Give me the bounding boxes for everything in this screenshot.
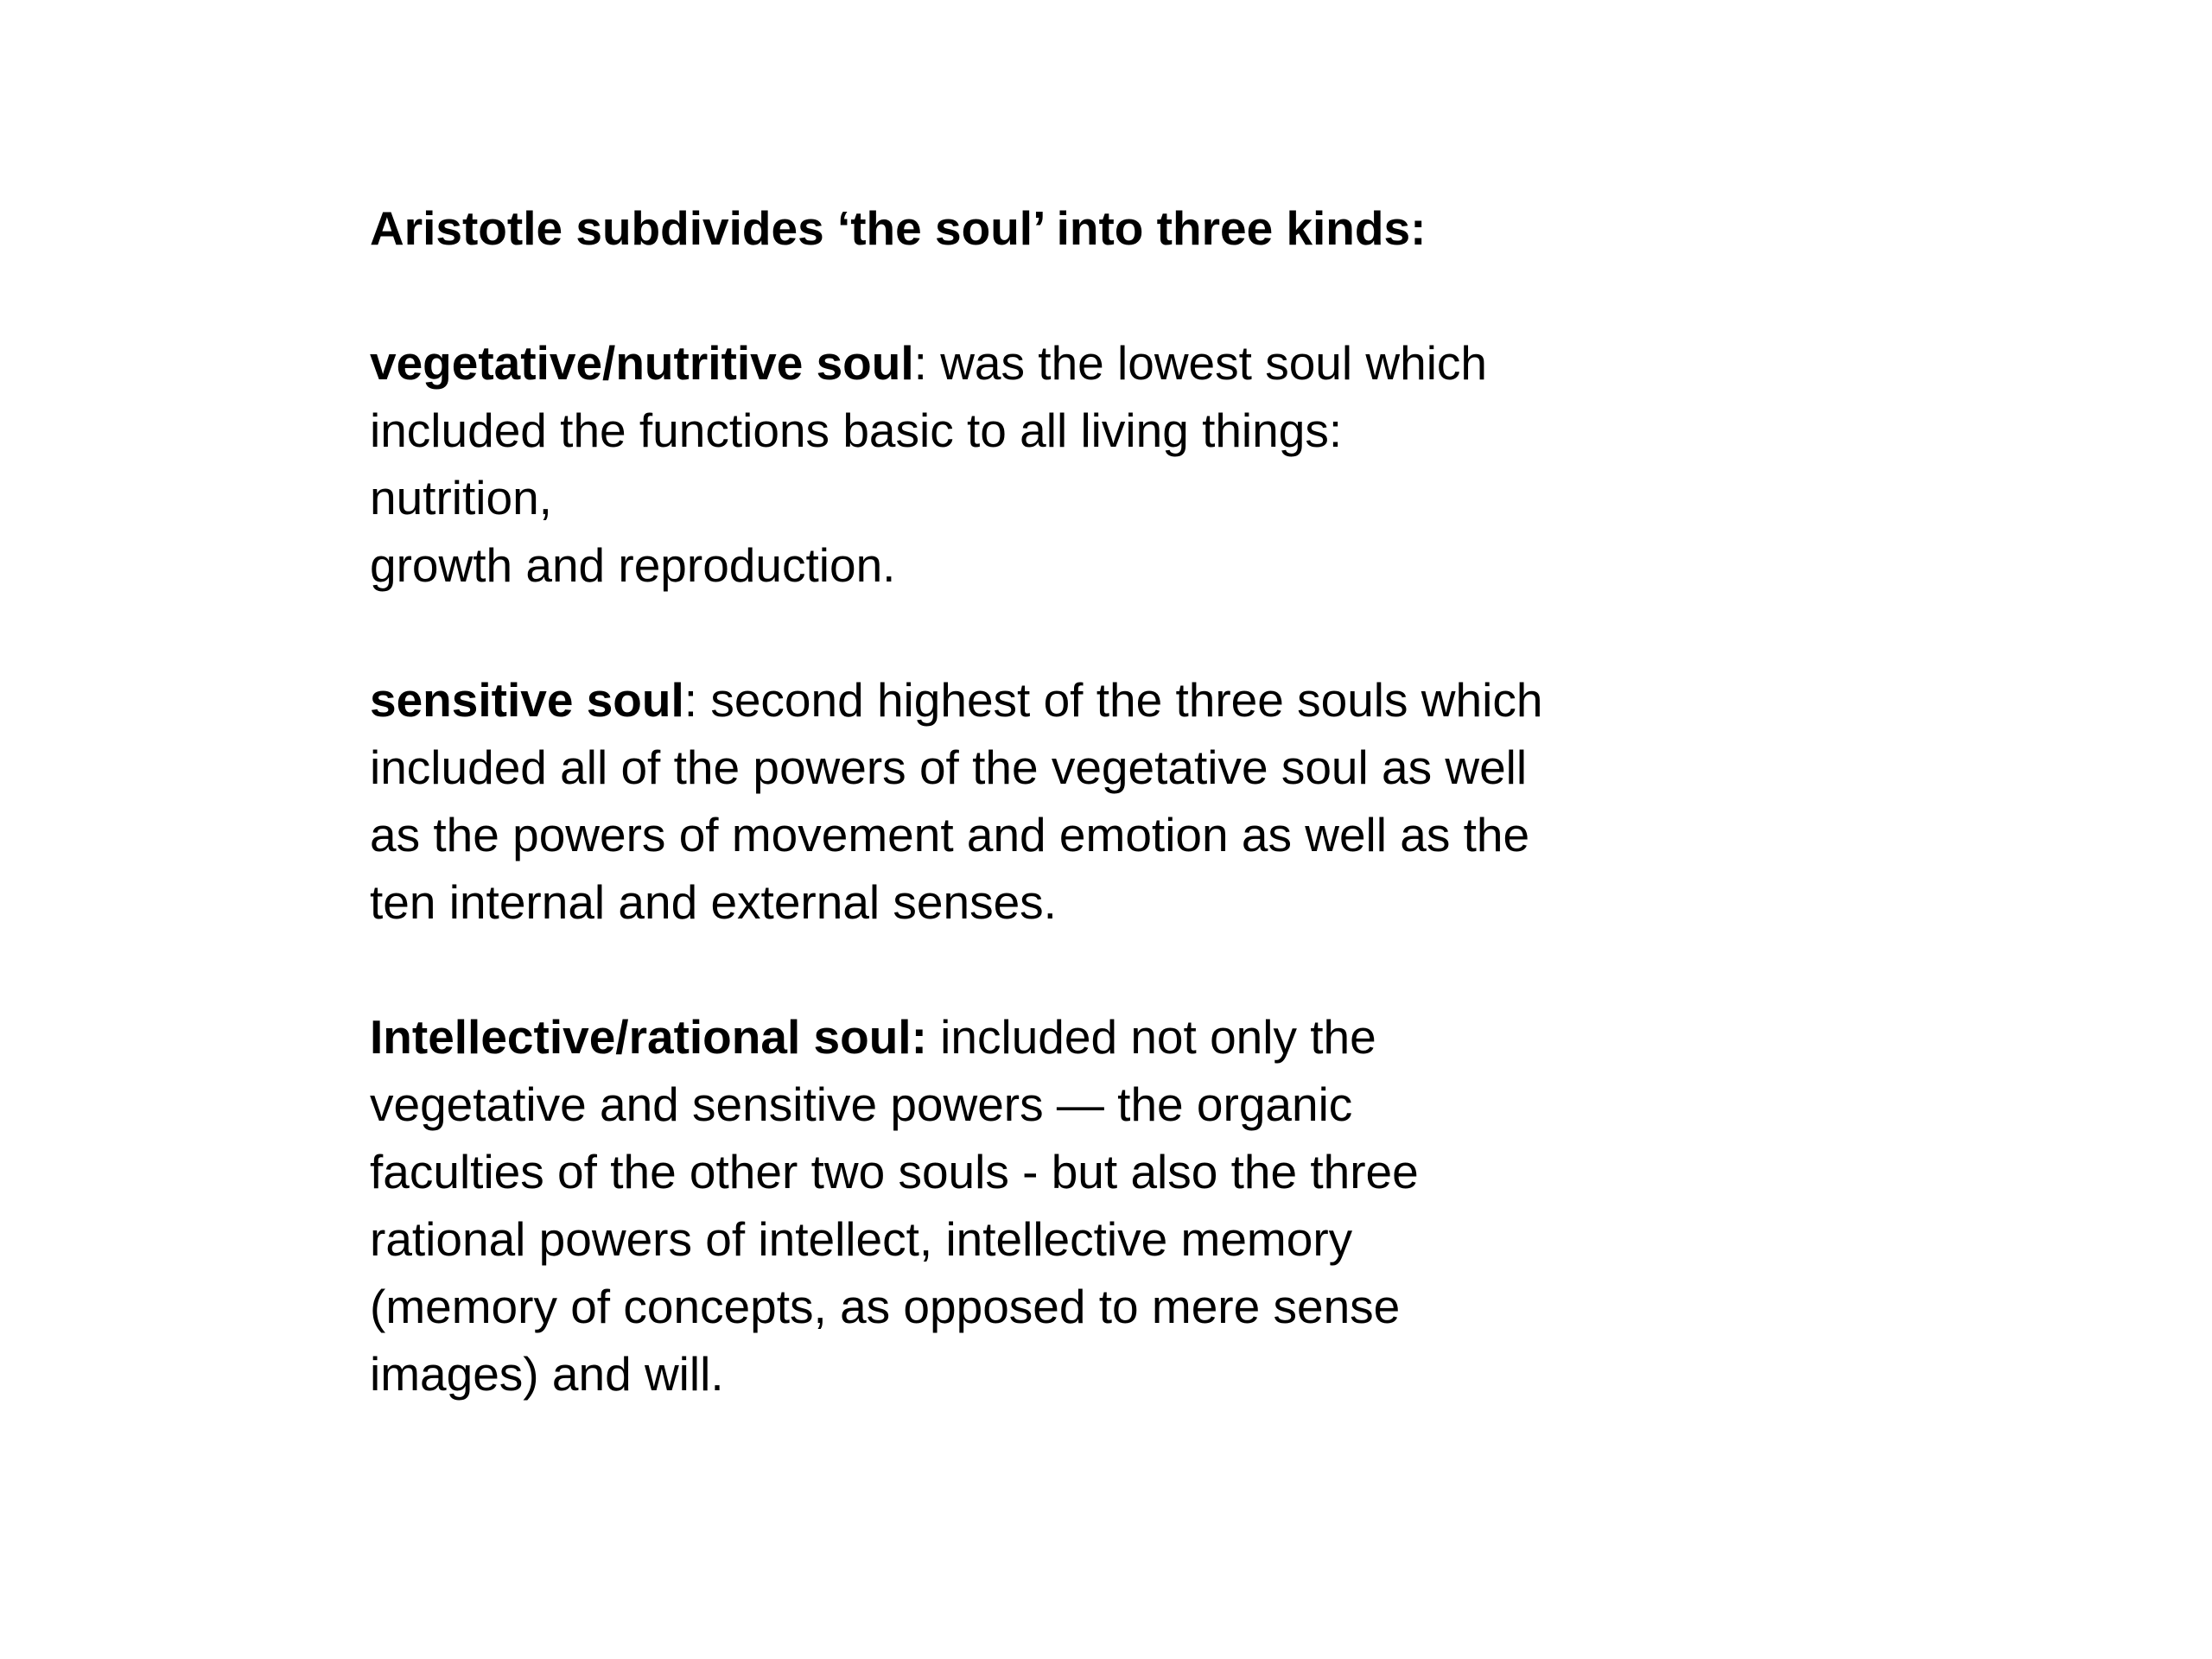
section-first-line-text: included not only the — [926, 1010, 1376, 1064]
section-line: (memory of concepts, as opposed to mere sense — [370, 1280, 1401, 1333]
section-line: nutrition, — [370, 471, 552, 524]
section-first-line-text: : was the lowest soul which — [913, 336, 1487, 390]
section-line: growth and reproduction. — [370, 538, 896, 592]
section-first-line — [370, 329, 1718, 397]
section-line: included the functions basic to all living things: — [370, 404, 1343, 457]
section-vegetative-soul — [370, 262, 1718, 599]
section-line: included all of the powers of the vegetative soul as well — [370, 741, 1528, 794]
section-term: vegetative/nutritive soul — [370, 336, 914, 390]
section-line: faculties of the other two souls - but also the three — [370, 1145, 1419, 1198]
section-rational-soul — [370, 936, 1718, 1408]
section-first-line-text: : second highest of the three souls which — [683, 673, 1543, 727]
section-line: rational powers of intellect, intellective memory — [370, 1212, 1353, 1266]
section-term: Intellective/rational soul: — [370, 1010, 927, 1064]
section-first-line — [370, 1003, 1718, 1071]
section-first-line — [370, 666, 1718, 734]
section-line: ten internal and external senses. — [370, 875, 1057, 929]
section-line: images) and will. — [370, 1347, 724, 1401]
slide-content — [370, 194, 1718, 1408]
section-sensitive-soul — [370, 599, 1718, 936]
section-term: sensitive soul — [370, 673, 684, 727]
section-line: vegetative and sensitive powers — the organic — [370, 1077, 1353, 1131]
section-line: as the powers of movement and emotion as well as the — [370, 808, 1530, 861]
slide-heading: Aristotle subdivides ‘the soul’ into three kinds: — [370, 201, 1427, 255]
